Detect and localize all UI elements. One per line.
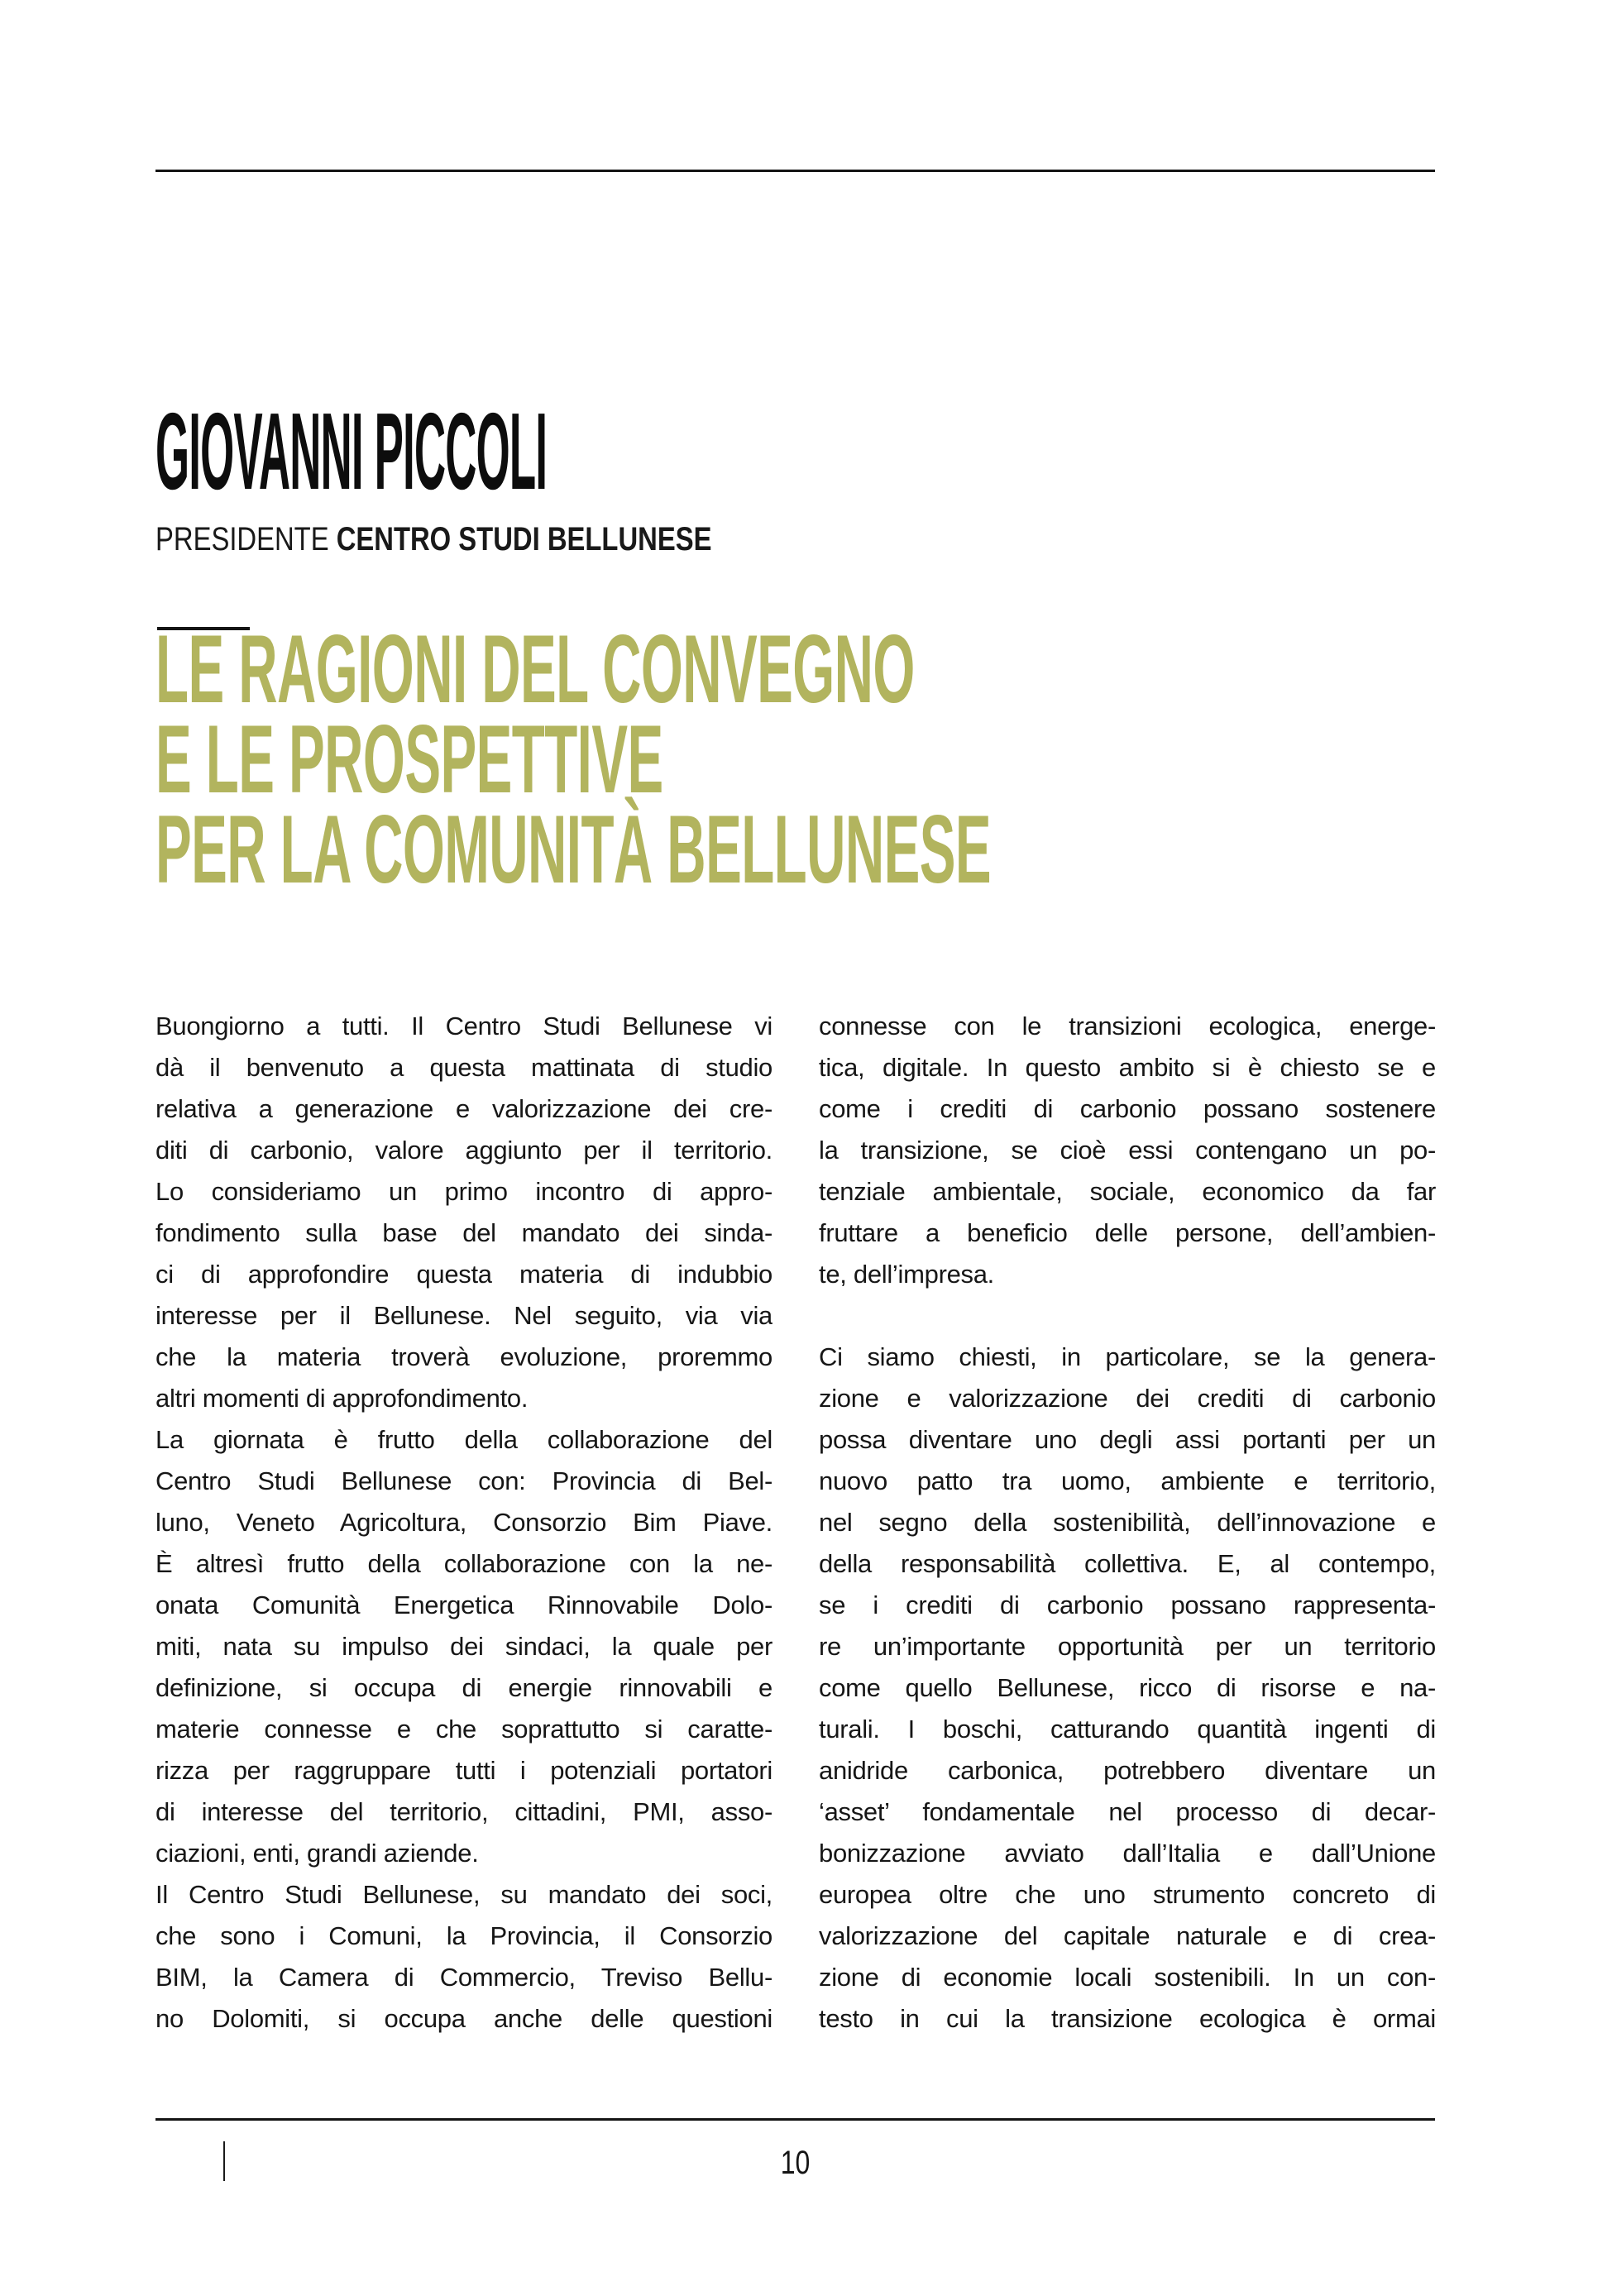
body-text-line: luno, Veneto Agricoltura, Consorzio Bim Piave. xyxy=(155,1508,773,1537)
body-text-line: della responsabilità collettiva. E, al contempo, xyxy=(819,1549,1436,1578)
body-text-line: che la materia troverà evoluzione, proremmo xyxy=(155,1342,773,1371)
body-text-line: onata Comunità Energetica Rinnovabile Dolo- xyxy=(155,1590,773,1619)
body-text-line xyxy=(819,1295,1436,1337)
body-text-line: nel segno della sostenibilità, dell’innovazione e xyxy=(819,1508,1436,1537)
body-text-line: dà il benvenuto a questa mattinata di studio xyxy=(155,1053,773,1082)
body-text-line: come quello Bellunese, ricco di risorse e na- xyxy=(819,1673,1436,1702)
body-text-line: tica, digitale. In questo ambito si è chiesto se e xyxy=(819,1053,1436,1082)
top-rule xyxy=(155,170,1435,172)
article-title-line-1: LE RAGIONI DEL CONVEGNO xyxy=(155,615,915,723)
body-text-line: ‘asset’ fondamentale nel processo di decar- xyxy=(819,1797,1436,1826)
body-text-line: connesse con le transizioni ecologica, energe- xyxy=(819,1012,1436,1040)
body-text-line: diti di carbonio, valore aggiunto per il territorio. xyxy=(155,1136,773,1165)
body-text-line: È altresì frutto della collaborazione con la ne- xyxy=(155,1549,773,1578)
body-text-line: materie connesse e che soprattutto si caratte- xyxy=(155,1715,773,1744)
body-text-line: nuovo patto tra uomo, ambiente e territorio, xyxy=(819,1466,1436,1495)
body-text-line: che sono i Comuni, la Provincia, il Consorzio xyxy=(155,1921,773,1950)
body-text-line: come i crediti di carbonio possano sostenere xyxy=(819,1094,1436,1123)
body-text-line: miti, nata su impulso dei sindaci, la quale per xyxy=(155,1632,773,1661)
body-text-line: europea oltre che uno strumento concreto di xyxy=(819,1880,1436,1909)
body-text-line: Il Centro Studi Bellunese, su mandato dei soci, xyxy=(155,1880,773,1909)
body-text-line: no Dolomiti, si occupa anche delle questioni xyxy=(155,2004,773,2033)
footer-rule xyxy=(155,2118,1435,2121)
body-text-line: La giornata è frutto della collaborazione del xyxy=(155,1425,773,1454)
body-text-line: relativa a generazione e valorizzazione dei cre- xyxy=(155,1094,773,1123)
body-text-line: la transizione, se cioè essi contengano un po- xyxy=(819,1136,1436,1165)
body-text-line: rizza per raggruppare tutti i potenziali portatori xyxy=(155,1756,773,1785)
author-role xyxy=(155,523,711,556)
body-text-line: Lo consideriamo un primo incontro di appro- xyxy=(155,1177,773,1206)
body-text-line: definizione, si occupa di energie rinnovabili e xyxy=(155,1673,773,1702)
author-name: GIOVANNI PICCOLI xyxy=(155,390,548,512)
body-text-line: anidride carbonica, potrebbero diventare un xyxy=(819,1756,1436,1785)
body-text-line: zione di economie locali sostenibili. In un con- xyxy=(819,1963,1436,1992)
author-role-organization: CENTRO STUDI BELLUNESE xyxy=(336,521,712,557)
body-text-line: turali. I boschi, catturando quantità ingenti di xyxy=(819,1715,1436,1744)
body-text-line: Buongiorno a tutti. Il Centro Studi Bellunese vi xyxy=(155,1012,773,1040)
body-text-line: se i crediti di carbonio possano rappresenta- xyxy=(819,1590,1436,1619)
author-role-prefix: PRESIDENTE xyxy=(155,521,337,557)
body-text-line: fruttare a beneficio delle persone, dell’ambien- xyxy=(819,1218,1436,1247)
page-number: 10 xyxy=(780,2145,811,2181)
body-text-line: fondimento sulla base del mandato dei sinda- xyxy=(155,1218,773,1247)
body-text-line: BIM, la Camera di Commercio, Treviso Bellu- xyxy=(155,1963,773,1992)
body-text-line: ci di approfondire questa materia di indubbio xyxy=(155,1260,773,1289)
article-title-line-2: E LE PROSPETTIVE xyxy=(155,705,663,813)
body-text-line: zione e valorizzazione dei crediti di carbonio xyxy=(819,1384,1436,1413)
body-text-line: interesse per il Bellunese. Nel seguito, via via xyxy=(155,1301,773,1330)
body-text-line: re un’importante opportunità per un territorio xyxy=(819,1632,1436,1661)
footer-tick-mark xyxy=(223,2141,225,2181)
body-text-line: tenziale ambientale, sociale, economico da far xyxy=(819,1177,1436,1206)
body-text-line: valorizzazione del capitale naturale e di crea- xyxy=(819,1921,1436,1950)
body-text-line: te, dell’impresa. xyxy=(819,1260,994,1289)
body-text-line: ciazioni, enti, grandi aziende. xyxy=(155,1839,479,1868)
body-text-line: testo in cui la transizione ecologica è ormai xyxy=(819,2004,1436,2033)
article-title-line-3: PER LA COMUNITÀ BELLUNESE xyxy=(155,795,992,903)
body-text-line: bonizzazione avviato dall’Italia e dall’Unione xyxy=(819,1839,1436,1868)
body-text-line: di interesse del territorio, cittadini, PMI, asso- xyxy=(155,1797,773,1826)
body-text-line: possa diventare uno degli assi portanti per un xyxy=(819,1425,1436,1454)
body-column-left xyxy=(155,1006,773,2040)
body-text-line: Ci siamo chiesti, in particolare, se la genera- xyxy=(819,1342,1436,1371)
article-title xyxy=(155,615,992,903)
body-text-line: Centro Studi Bellunese con: Provincia di Bel- xyxy=(155,1466,773,1495)
body-column-right xyxy=(819,1006,1436,2040)
body-text-line: altri momenti di approfondimento. xyxy=(155,1384,529,1413)
